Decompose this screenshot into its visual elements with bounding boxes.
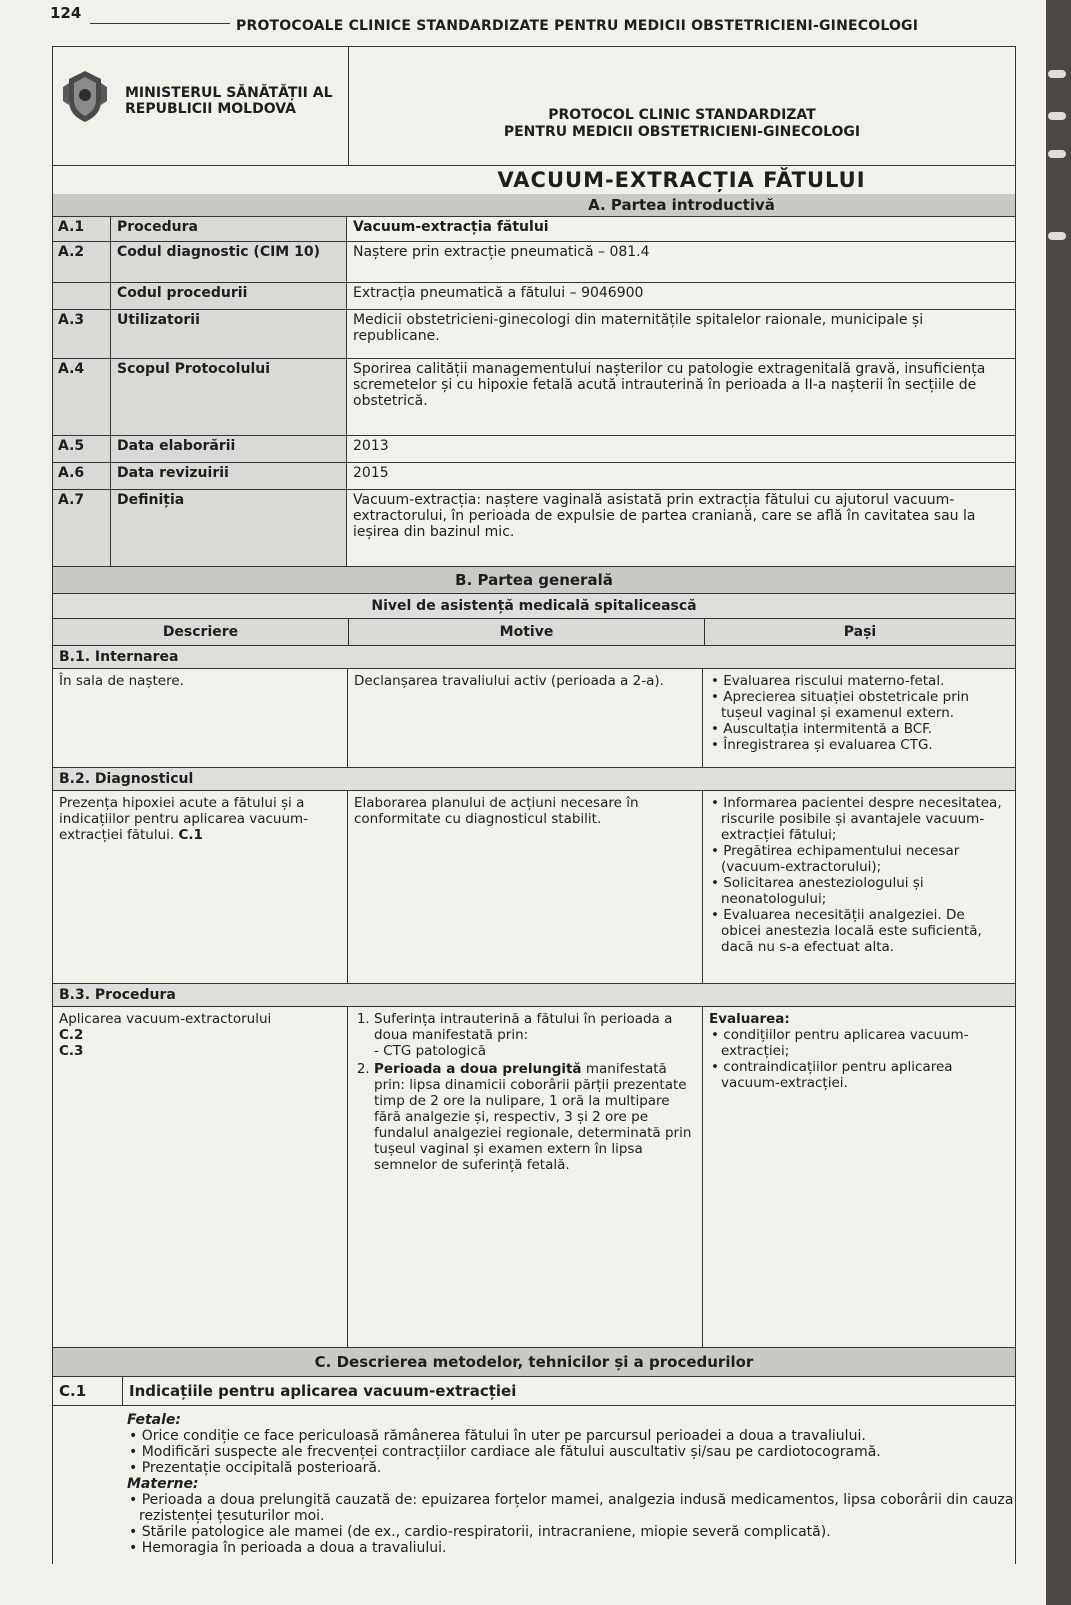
section-a-row — [53, 310, 1015, 359]
ministry-block — [53, 47, 349, 165]
b2-step: • Informarea pacientei despre necesitatea, riscurile posibile și avantajele vacuum-extracției fătului; — [709, 795, 1009, 843]
b3-motive — [348, 1007, 703, 1347]
running-head — [50, 4, 1030, 44]
section-c-title: C. Descrierea metodelor, tehnicilor și a procedurilor — [53, 1348, 1015, 1377]
row-code: A.3 — [53, 310, 111, 358]
b2-description-text: Prezența hipoxiei acute a fătului și a indicațiilor pentru aplicarea vacuum-extracției fătului. — [59, 795, 309, 843]
b1-step: • Auscultația intermitentă a BCF. — [709, 721, 1009, 737]
maternal-indication: • Perioada a doua prelungită cauzată de: epuizarea forțelor mamei, analgezia indusă medicamentos, lipsa coborârii din cauza rezistenței țesuturilor moi. — [127, 1492, 1015, 1524]
maternal-indication: • Hemoragia în perioada a doua a travaliului. — [127, 1540, 1015, 1556]
b3-motive-1-text: Suferința intrauterină a fătului în perioada a doua manifestată prin: — [374, 1011, 673, 1043]
binding-mark — [1048, 232, 1066, 240]
row-label: Codul procedurii — [111, 283, 347, 309]
b1-title: B.1. Internarea — [53, 646, 1015, 669]
row-label: Utilizatorii — [111, 310, 347, 358]
row-value: Extracția pneumatică a fătului – 9046900 — [353, 285, 644, 301]
b3-motive-2-rest: manifestată prin: lipsa dinamicii coborârii părții prezentate timp de 2 ore la nulipare, 1 oră la multipare fără analgezie și, respectiv, 3 și 2 ore pe fundalul analgeziei regionale, determinată prin tușeul vaginal și examen extern în lipsa semnelor de suferință fetală. — [374, 1061, 692, 1173]
c1-header — [53, 1377, 1015, 1406]
protocol-title-block — [349, 47, 1015, 165]
section-a-table — [53, 217, 1015, 567]
section-a-row — [53, 436, 1015, 463]
column-motive: Motive — [349, 619, 705, 645]
b3-title: B.3. Procedura — [53, 984, 1015, 1007]
b3-step: • contraindicațiilor pentru aplicarea vacuum-extracției. — [709, 1059, 1009, 1091]
row-value: 2013 — [353, 438, 389, 454]
row-label: Definiția — [111, 490, 347, 566]
binding-mark — [1048, 70, 1066, 78]
c1-code: C.1 — [53, 1377, 123, 1405]
row-code: A.5 — [53, 436, 111, 462]
protocol-title: VACUUM-EXTRACȚIA FĂTULUI — [497, 168, 866, 192]
b3-ref-c3: C.3 — [59, 1043, 84, 1059]
ministry-line-2: REPUBLICII MOLDOVA — [125, 101, 296, 117]
head-rule — [90, 23, 230, 24]
maternal-indication: • Stările patologice ale mamei (de ex., cardio-respiratorii, intracraniene, miopie severă complicată). — [127, 1524, 1015, 1540]
b2-row — [53, 791, 1015, 984]
b3-motive-2 — [374, 1061, 696, 1173]
row-value: Naștere prin extracție pneumatică – 081.4 — [353, 244, 650, 260]
b1-step: • Evaluarea riscului materno-fetal. — [709, 673, 1009, 689]
b2-steps — [703, 791, 1015, 983]
ministry-line-1: MINISTERUL SĂNĂTĂȚII AL — [125, 85, 333, 101]
b2-title: B.2. Diagnosticul — [53, 768, 1015, 791]
fetal-indication: • Prezentație occipitală posterioară. — [127, 1460, 1015, 1476]
b1-step: • Înregistrarea și evaluarea CTG. — [709, 737, 1009, 753]
b3-motive-2-bold: Perioada a doua prelungită — [374, 1061, 582, 1077]
row-code: A.7 — [53, 490, 111, 566]
fetal-title: Fetale: — [127, 1412, 182, 1428]
b2-description — [53, 791, 348, 983]
row-label: Codul diagnostic (CIM 10) — [111, 242, 347, 282]
row-code: A.1 — [53, 217, 111, 241]
section-a-row — [53, 283, 1015, 310]
binding-edge — [1046, 0, 1071, 1605]
row-label: Scopul Protocolului — [111, 359, 347, 435]
b3-ref-c2: C.2 — [59, 1027, 84, 1043]
b3-steps-title: Evaluarea: — [709, 1011, 790, 1027]
b3-row — [53, 1007, 1015, 1348]
row-label: Procedura — [111, 217, 347, 241]
running-head-title: PROTOCOALE CLINICE STANDARDIZATE PENTRU MEDICII OBSTETRICIENI-GINECOLOGI — [236, 18, 919, 34]
protocol-line-2: PENTRU MEDICII OBSTETRICIENI-GINECOLOGI — [503, 124, 861, 140]
section-a-row — [53, 463, 1015, 490]
maternal-title: Materne: — [127, 1476, 199, 1492]
binding-mark — [1048, 112, 1066, 120]
protocol-line-1: PROTOCOL CLINIC STANDARDIZAT — [548, 107, 816, 123]
section-a-title: A. Partea introductivă — [53, 194, 1015, 217]
b2-ref: C.1 — [178, 827, 203, 843]
c1-body — [53, 1406, 1015, 1564]
row-value: Medicii obstetricieni-ginecologi din maternitățile spitalelor raionale, municipale și republicane. — [353, 312, 924, 344]
b3-step: • condițiilor pentru aplicarea vacuum-extracției; — [709, 1027, 1009, 1059]
b2-step: • Solicitarea anesteziologului și neonatologului; — [709, 875, 1009, 907]
b1-steps — [703, 669, 1015, 767]
b3-description-text: Aplicarea vacuum-extractorului — [59, 1011, 272, 1027]
column-descriere: Descriere — [53, 619, 349, 645]
b3-motive-1 — [374, 1011, 696, 1059]
row-code: A.6 — [53, 463, 111, 489]
b3-description — [53, 1007, 348, 1347]
care-level: Nivel de asistență medicală spitalicească — [53, 594, 1015, 619]
row-value: Vacuum-extracția: naștere vaginală asistată prin extracția fătului cu ajutorul vacuum-extractorului, în perioada de expulsie de partea craniană, care se află în cavitatea sau la ieșirea din bazinul mic. — [353, 492, 976, 540]
row-value: Vacuum-extracția fătului — [353, 219, 549, 235]
c1-label: Indicațiile pentru aplicarea vacuum-extracției — [129, 1382, 517, 1400]
protocol-subtitle — [349, 107, 1015, 141]
b1-row — [53, 669, 1015, 768]
section-b-columns — [53, 619, 1015, 646]
row-code: A.2 — [53, 242, 111, 282]
b1-motive: Declanșarea travaliului activ (perioada a 2-a). — [348, 669, 703, 767]
row-value: 2015 — [353, 465, 389, 481]
row-code — [53, 283, 111, 309]
protocol-sheet — [52, 46, 1016, 1564]
binding-mark — [1048, 150, 1066, 158]
column-pasi: Pași — [843, 624, 877, 640]
row-code: A.4 — [53, 359, 111, 435]
fetal-indication: • Orice condiție ce face periculoasă rămânerea fătului în uter pe parcursul perioadei a doua a travaliului. — [127, 1428, 1015, 1444]
fetal-indication: • Modificări suspecte ale frecvenței contracțiilor cardiace ale fătului auscultativ și/sau pe cardiotocogramă. — [127, 1444, 1015, 1460]
section-b-title: B. Partea generală — [53, 567, 1015, 594]
section-a-row — [53, 242, 1015, 283]
b1-step: • Aprecierea situației obstetricale prin tușeul vaginal și examenul extern. — [709, 689, 1009, 721]
row-label: Data revizuirii — [111, 463, 347, 489]
row-value: Sporirea calității managementului nașterilor cu patologie extragenitală gravă, insuficiența scremetelor și cu hipoxie fetală acută intrauterină în perioada a II-a nașterii în secțiile de obstetrică. — [353, 361, 986, 409]
section-a-row — [53, 359, 1015, 436]
b2-step: • Pregătirea echipamentului necesar (vacuum-extractorului); — [709, 843, 1009, 875]
section-a-row — [53, 217, 1015, 242]
b3-motive-1-sub: - CTG patologică — [374, 1043, 487, 1059]
protocol-header — [53, 47, 1015, 166]
section-a-row — [53, 490, 1015, 567]
row-label: Data elaborării — [111, 436, 347, 462]
b3-steps — [703, 1007, 1015, 1347]
b1-description: În sala de naștere. — [53, 669, 348, 767]
ministry-name — [125, 85, 332, 117]
coat-of-arms-icon — [61, 67, 109, 125]
page-number: 124 — [50, 4, 82, 22]
b2-motive: Elaborarea planului de acțiuni necesare în conformitate cu diagnosticul stabilit. — [348, 791, 703, 983]
b2-step: • Evaluarea necesității analgeziei. De obicei anestezia locală este suficientă, dacă nu s-a efectuat alta. — [709, 907, 1009, 955]
